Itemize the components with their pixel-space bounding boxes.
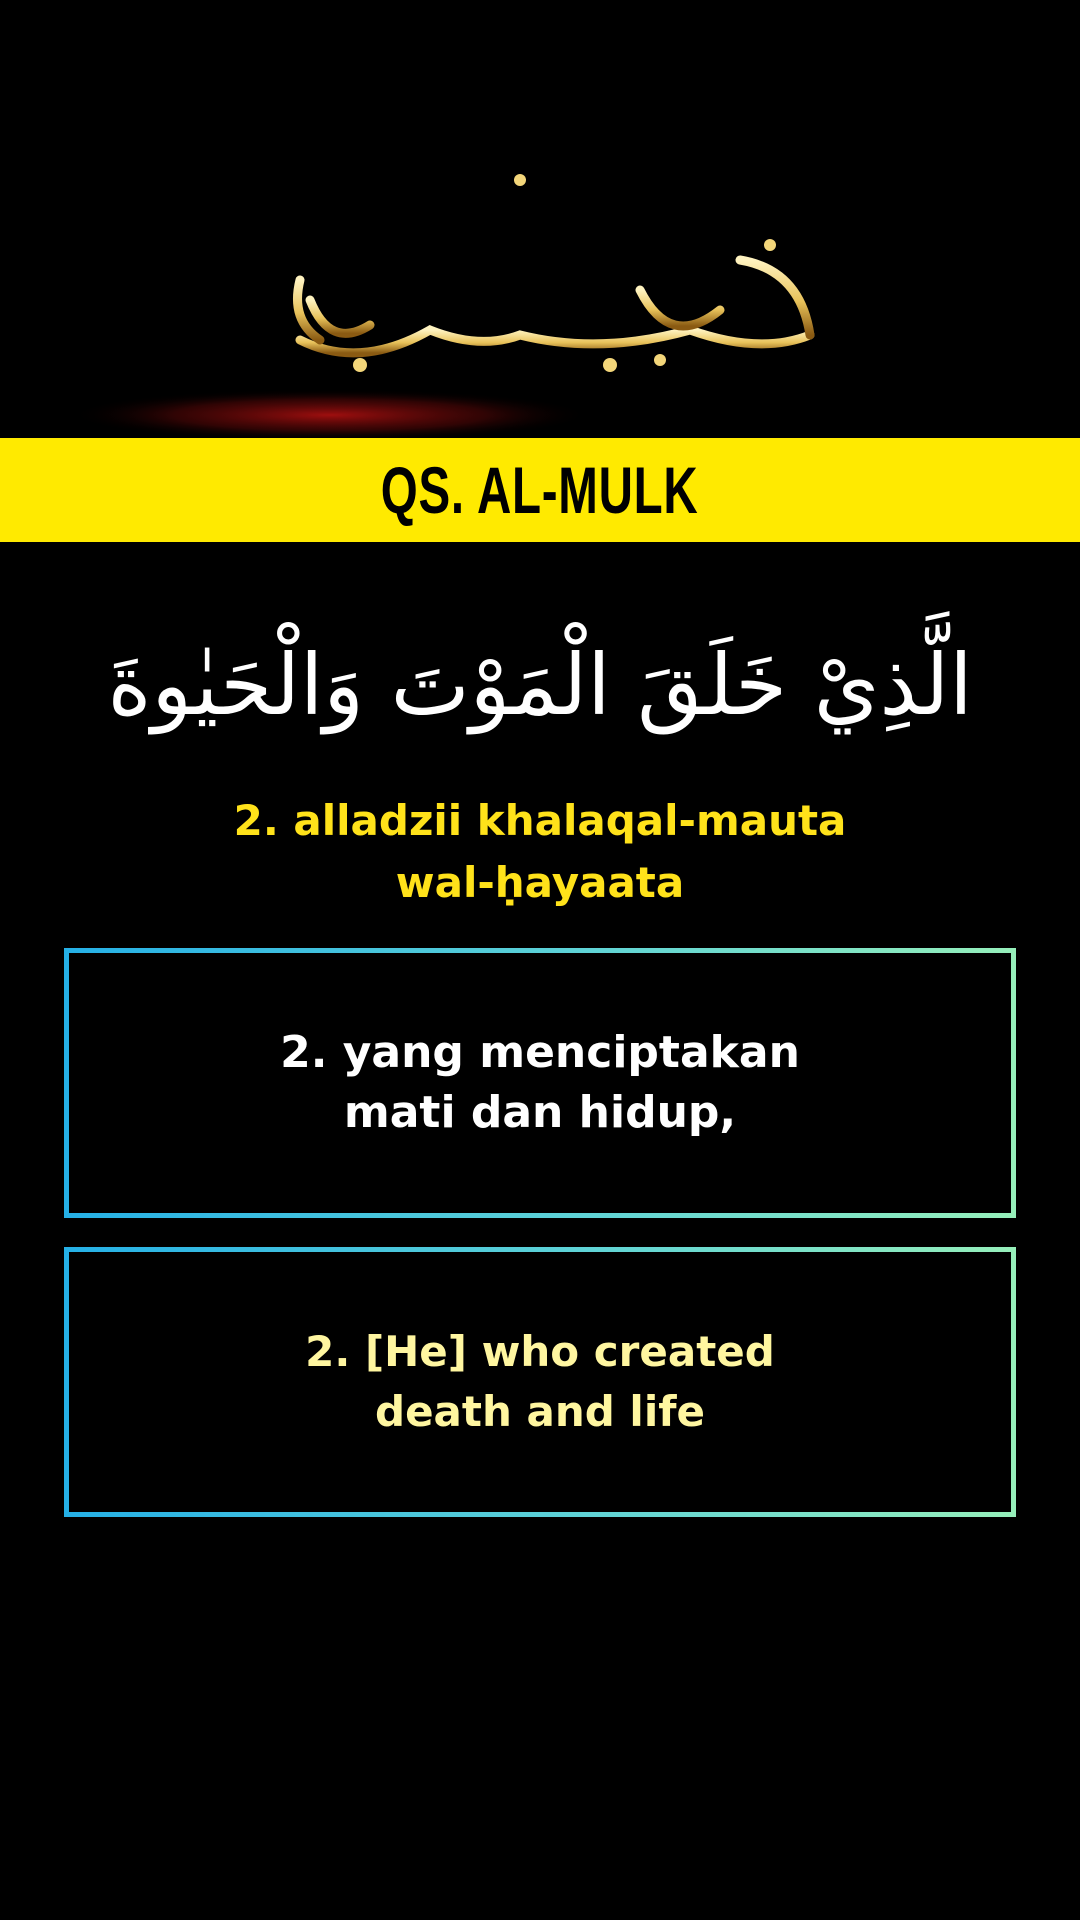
translation-en-line-2: death and life <box>375 1387 705 1436</box>
transliteration-line-1: 2. alladzii khalaqal-mauta <box>233 796 847 845</box>
transliteration <box>0 790 1080 914</box>
translation-english-box <box>64 1247 1016 1517</box>
surah-title-band <box>0 438 1080 542</box>
bismillah-banner <box>0 150 1080 440</box>
translation-en-line-1: 2. [He] who created <box>305 1327 775 1376</box>
transliteration-line-2: wal-ḥayaata <box>395 858 685 907</box>
translation-indonesian-box <box>64 948 1016 1218</box>
surah-title: QS. AL-MULK <box>381 453 699 527</box>
bismillah-calligraphy-icon <box>0 150 1080 440</box>
translation-id-line-2: mati dan hidup, <box>343 1087 737 1138</box>
translation-id-line-1: 2. yang menciptakan <box>280 1027 800 1078</box>
arabic-verse: الَّذِيْ خَلَقَ الْمَوْتَ وَالْحَيٰوةَ <box>107 636 973 734</box>
